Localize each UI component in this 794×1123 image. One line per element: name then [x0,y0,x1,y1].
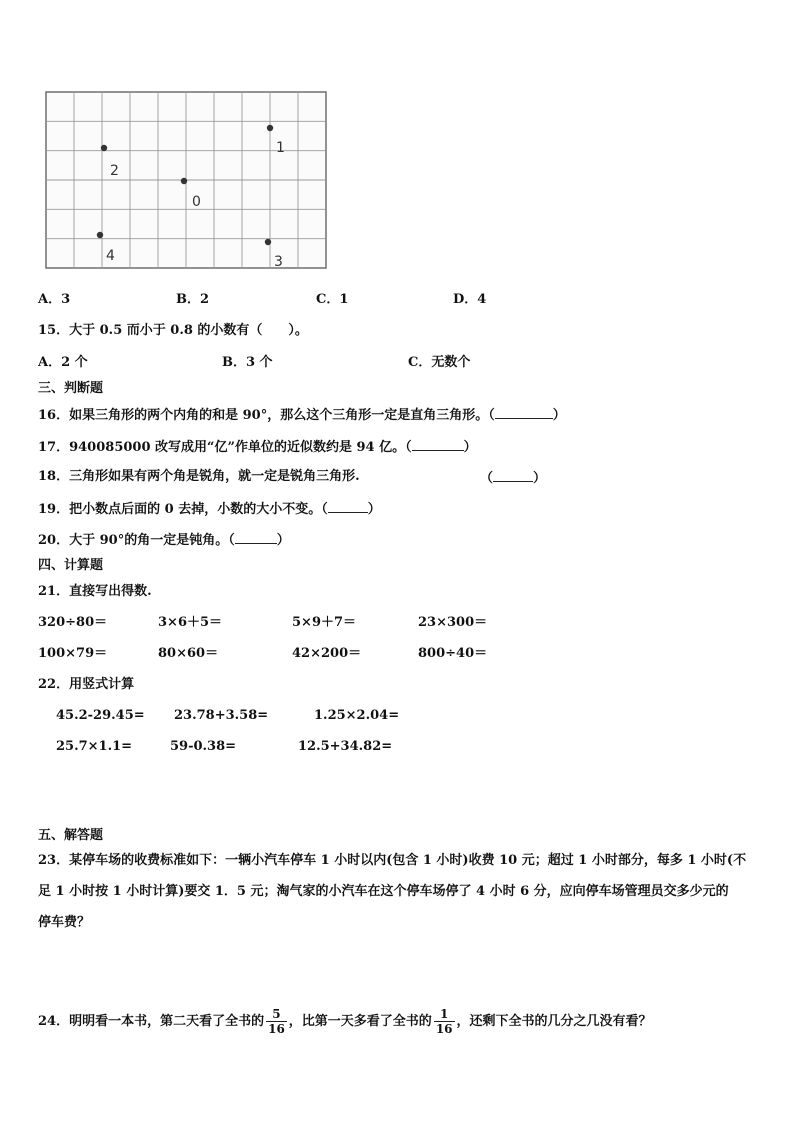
grid-label-2: 2 [110,163,119,179]
grid-label-4: 4 [106,248,115,264]
frac-numerator: 1 [434,1007,455,1022]
q15-option-b[interactable]: B．3 个 [222,355,273,370]
judge-item-17 [38,438,477,456]
q24-part-2: ，比第一天多看了全书的 [288,1014,432,1029]
judge-17-answer-blank[interactable] [412,438,464,451]
judge-20-text: 20．大于 90°的角一定是钝角。（ [38,533,235,548]
q14-option-d[interactable]: D．4 [453,292,487,307]
judge-17-close: ） [463,440,477,455]
judge-19-text: 19．把小数点后面的 0 去掉，小数的大小不变。（ [38,502,328,517]
q21-r1-c3: 5×9＋7＝ [292,615,357,630]
grid-dot [267,125,273,131]
judge-16-answer-blank[interactable] [495,406,553,419]
q24-question [38,1007,652,1037]
q15-option-c[interactable]: C．无数个 [408,355,471,370]
grid-label-1: 1 [276,140,285,156]
q21-r2-c2: 80×60＝ [158,646,219,661]
judge-item-19 [38,500,381,518]
section-3-title: 三、判断题 [38,381,104,396]
judge-19-close: ） [367,502,381,517]
grid-dot [181,178,187,184]
q22-r2-c3: 12.5+34.82= [298,739,393,754]
q22-r1-c2: 23.78+3.58= [174,708,269,723]
q14-option-b[interactable]: B．2 [176,292,210,307]
coordinate-grid-figure [44,90,330,276]
judge-18-open: （ [480,471,494,486]
judge-16-text: 16．如果三角形的两个内角的和是 90°，那么这个三角形一定是直角三角形。（ [38,408,495,423]
judge-18-text: 18．三角形如果有两个角是锐角，就一定是锐角三角形. [38,469,360,484]
section-5-title: 五、解答题 [38,828,104,843]
judge-18-answer-blank[interactable] [493,469,533,482]
grid-label-0: 0 [192,194,201,210]
judge-item-20 [38,531,290,549]
q15-question: 15．大于 0.5 而小于 0.8 的小数有（ ）。 [38,323,308,338]
q24-part-1: 24．明明看一本书，第二天看了全书的 [38,1014,265,1029]
grid-label-3: 3 [274,254,283,270]
judge-19-answer-blank[interactable] [328,500,368,513]
q22-r2-c2: 59-0.38= [170,739,237,754]
q22-title: 22．用竖式计算 [38,677,135,692]
judge-16-close: ） [552,408,566,423]
q23-line-1: 23．某停车场的收费标准如下：一辆小汽车停车 1 小时以内(包含 1 小时)收费 10 元；超过 1 小时部分，每多 1 小时(不 [38,853,747,868]
frac-denominator: 16 [435,1022,453,1036]
q21-r2-c1: 100×79＝ [38,646,108,661]
q21-r1-c2: 3×6＋5＝ [158,615,223,630]
judge-item-16 [38,406,566,424]
q24-fraction-5-16 [266,1007,287,1036]
judge-18-paren [480,469,546,487]
q14-option-a[interactable]: A．3 [38,292,71,307]
judge-20-close: ） [276,533,290,548]
q15-option-a[interactable]: A．2 个 [38,355,88,370]
grid-dot [265,239,271,245]
q21-r2-c3: 42×200＝ [292,646,362,661]
q23-line-2: 足 1 小时按 1 小时计算)要交 1．5 元；淘气家的小汽车在这个停车场停了 4 小时 6 分，应向停车场管理员交多少元的 [38,884,729,899]
q22-r1-c3: 1.25×2.04= [314,708,400,723]
q24-fraction-1-16 [434,1007,455,1036]
section-4-title: 四、计算题 [38,558,104,573]
grid-dot [101,145,107,151]
q21-r2-c4: 800÷40＝ [418,646,488,661]
q23-line-3: 停车费？ [38,915,91,930]
q24-part-3: ，还剩下全书的几分之几没有看？ [456,1014,652,1029]
q22-r1-c1: 45.2-29.45= [56,708,145,723]
judge-20-answer-blank[interactable] [235,531,277,544]
judge-item-18 [38,469,360,485]
judge-17-text: 17．940085000 改写成用“亿”作单位的近似数约是 94 亿。（ [38,440,412,455]
grid-dot [97,232,103,238]
q14-option-c[interactable]: C．1 [316,292,349,307]
q21-r1-c1: 320÷80＝ [38,615,108,630]
grid-svg [44,90,330,272]
frac-denominator: 16 [268,1022,285,1036]
q21-r1-c4: 23×300＝ [418,615,488,630]
judge-18-close: ） [533,471,547,486]
frac-numerator: 5 [266,1007,287,1022]
q22-r2-c1: 25.7×1.1= [56,739,133,754]
q21-title: 21．直接写出得数. [38,584,152,599]
